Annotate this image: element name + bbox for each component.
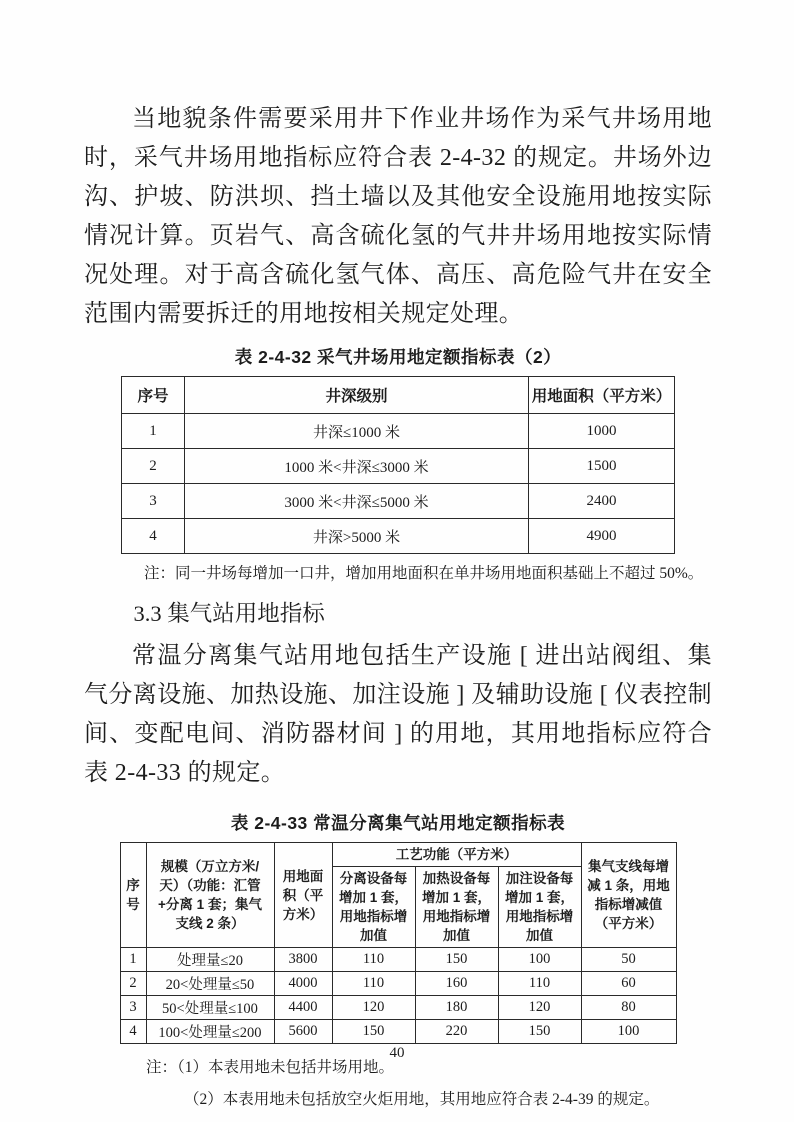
cell-heating: 220 xyxy=(415,1020,498,1044)
cell-branch: 60 xyxy=(581,972,676,996)
cell-heating: 150 xyxy=(415,948,498,972)
cell-seq: 3 xyxy=(120,996,146,1020)
page-number: 40 xyxy=(389,1045,405,1061)
table-header-row-top xyxy=(120,843,676,867)
cell-area: 1500 xyxy=(529,449,675,484)
cell-scale: 处理量≤20 xyxy=(146,948,274,972)
header-injection-equipment: 加注设备每增加 1 套，用地指标增加值 xyxy=(498,867,581,948)
cell-scale: 20<处理量≤50 xyxy=(146,972,274,996)
table-header-row xyxy=(122,377,675,414)
header-depth-class: 井深级别 xyxy=(185,377,529,414)
header-land-area: 用地面积（平方米） xyxy=(274,843,332,948)
cell-injection: 110 xyxy=(498,972,581,996)
cell-depth: 3000 米<井深≤5000 米 xyxy=(185,484,529,519)
paragraph-well-site: 当地貌条件需要采用井下作业井场作为采气井场用地时，采气井场用地指标应符合表 2-4-32 的规定。井场外边沟、护坡、防洪坝、挡土墙以及其他安全设施用地按实际情况计算。页岩气、高含硫化氢的气井井场用地按实际情况处理。对于高含硫化氢气体、高压、高危险气井在安全范围内需要拆迁的用地按相关规定处理。 xyxy=(84,106,712,327)
cell-heating: 180 xyxy=(415,996,498,1020)
cell-branch: 50 xyxy=(581,948,676,972)
cell-seq: 2 xyxy=(120,972,146,996)
note-line: 注：（1）本表用地未包括井场用地。 xyxy=(146,1059,395,1076)
paragraph-gathering-station: 常温分离集气站用地包括生产设施 [ 进出站阀组、集气分离设施、加热设施、加注设施 ] 及辅助设施 [ 仪表控制间、变配电间、消防器材间 ] 的用地，其用地指标应符合表 2-4-33 的规定。 xyxy=(84,643,712,786)
section-heading-3-3: 3.3 集气站用地指标 xyxy=(133,601,325,626)
cell-depth: 井深>5000 米 xyxy=(185,519,529,554)
cell-depth: 井深≤1000 米 xyxy=(185,414,529,449)
header-land-area: 用地面积（平方米） xyxy=(529,377,675,414)
cell-separation: 110 xyxy=(332,948,415,972)
header-heating-equipment: 加热设备每增加 1 套，用地指标增加值 xyxy=(415,867,498,948)
header-separation-equipment: 分离设备每增加 1 套，用地指标增加值 xyxy=(332,867,415,948)
table-row xyxy=(120,948,676,972)
cell-injection: 150 xyxy=(498,1020,581,1044)
table-row xyxy=(120,996,676,1020)
cell-branch: 80 xyxy=(581,996,676,1020)
table-2-4-32 xyxy=(121,376,675,554)
cell-area: 2400 xyxy=(529,484,675,519)
note-line: （2）本表用地未包括放空火炬用地，其用地应符合表 2-4-39 的规定。 xyxy=(184,1091,660,1108)
cell-heating: 160 xyxy=(415,972,498,996)
cell-scale: 50<处理量≤100 xyxy=(146,996,274,1020)
table-row xyxy=(122,484,675,519)
header-process-function-group: 工艺功能（平方米） xyxy=(332,843,581,867)
cell-seq: 2 xyxy=(122,449,185,484)
header-seq: 序号 xyxy=(122,377,185,414)
table-2-4-32-title: 表 2-4-32 采气井场用地定额指标表（2） xyxy=(234,347,562,367)
cell-area: 5600 xyxy=(274,1020,332,1044)
table-2-4-33 xyxy=(120,842,677,1044)
cell-separation: 120 xyxy=(332,996,415,1020)
cell-seq: 4 xyxy=(122,519,185,554)
table-2-4-33-title: 表 2-4-33 常温分离集气站用地定额指标表 xyxy=(230,813,566,833)
cell-injection: 120 xyxy=(498,996,581,1020)
cell-separation: 150 xyxy=(332,1020,415,1044)
table-row xyxy=(120,972,676,996)
cell-separation: 110 xyxy=(332,972,415,996)
cell-area: 4900 xyxy=(529,519,675,554)
cell-branch: 100 xyxy=(581,1020,676,1044)
table-row xyxy=(122,519,675,554)
cell-seq: 4 xyxy=(120,1020,146,1044)
header-branch-line: 集气支线每增减 1 条，用地指标增减值（平方米） xyxy=(581,843,676,948)
cell-depth: 1000 米<井深≤3000 米 xyxy=(185,449,529,484)
cell-scale: 100<处理量≤200 xyxy=(146,1020,274,1044)
cell-area: 3800 xyxy=(274,948,332,972)
header-scale: 规模（万立方米/天）（功能：汇管+分离 1 套；集气支线 2 条） xyxy=(146,843,274,948)
table-row xyxy=(122,449,675,484)
cell-area: 4000 xyxy=(274,972,332,996)
cell-area: 4400 xyxy=(274,996,332,1020)
table-2-4-32-note: 注：同一井场每增加一口井，增加用地面积在单井场用地面积基础上不超过 50%。 xyxy=(144,565,704,582)
table-row xyxy=(122,414,675,449)
cell-injection: 100 xyxy=(498,948,581,972)
table-row xyxy=(120,1020,676,1044)
cell-seq: 1 xyxy=(122,414,185,449)
cell-area: 1000 xyxy=(529,414,675,449)
header-seq: 序号 xyxy=(120,843,146,948)
cell-seq: 1 xyxy=(120,948,146,972)
cell-seq: 3 xyxy=(122,484,185,519)
